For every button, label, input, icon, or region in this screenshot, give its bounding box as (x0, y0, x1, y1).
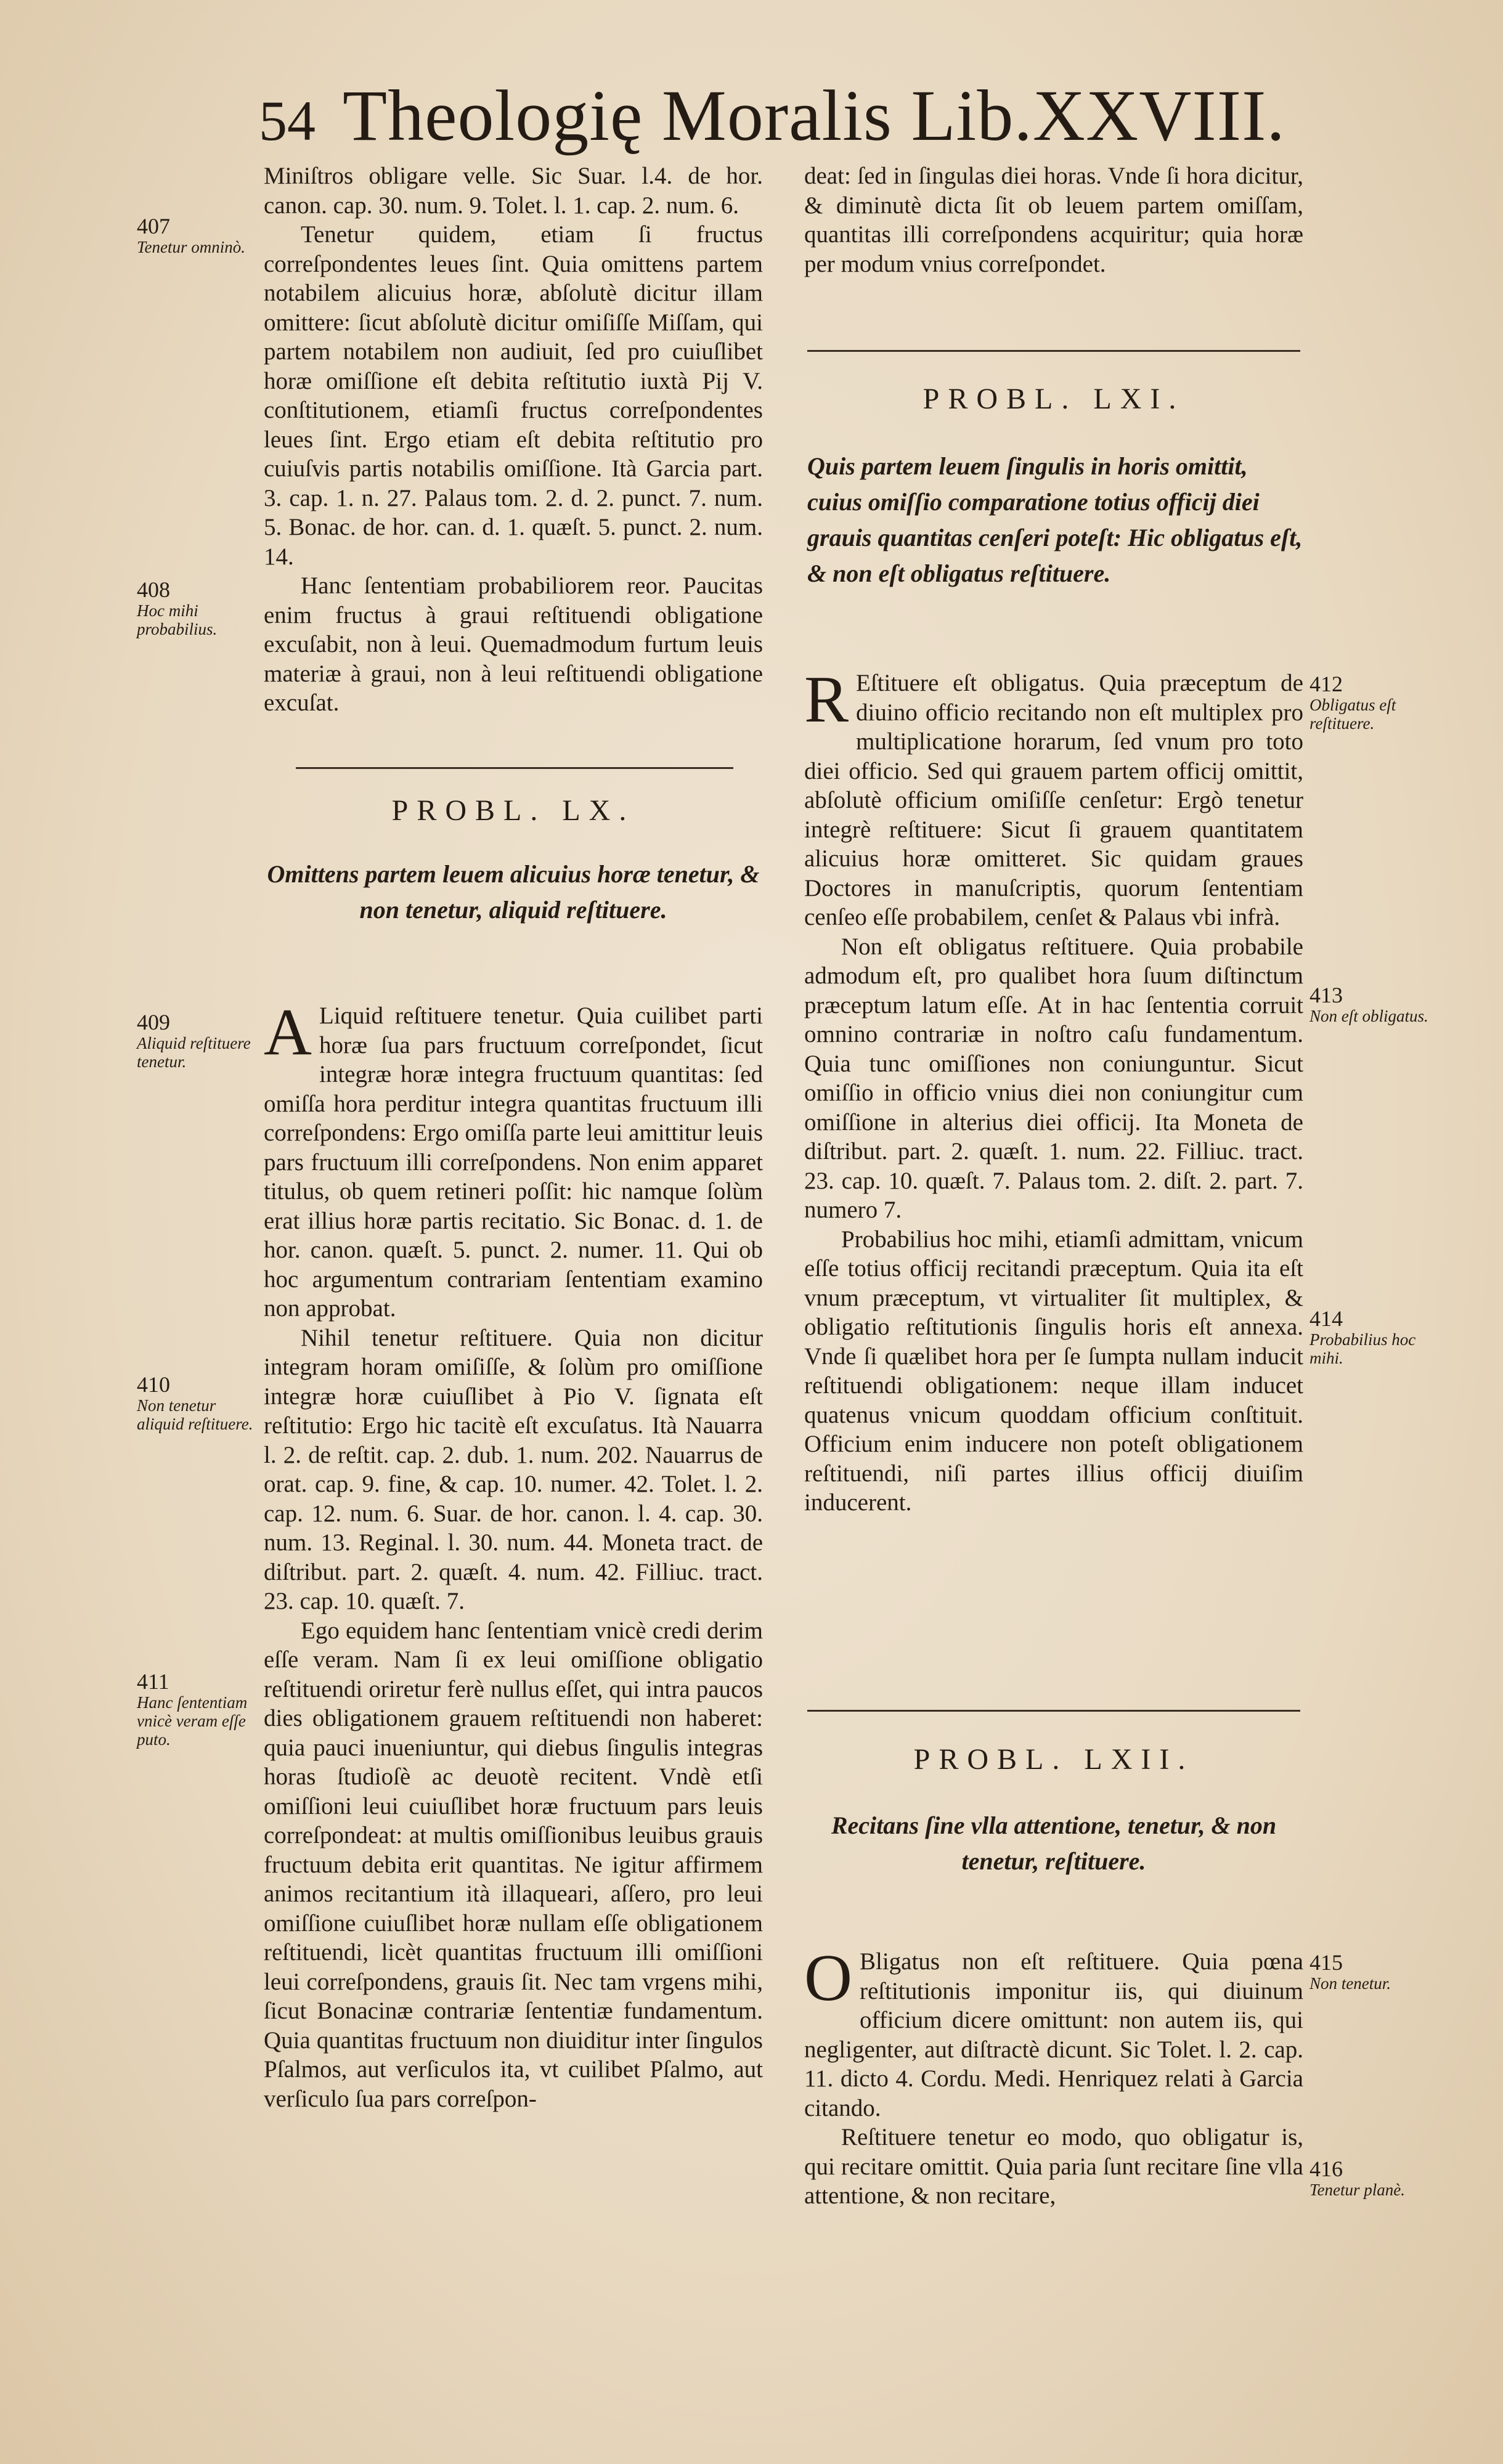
paragraph: Miniſtros obligare velle. Sic Suar. l.4. de hor. canon. cap. 30. num. 9. Tolet. l. 1. cap. 2. num. 6. (264, 163, 763, 219)
problem-question: Omittens partem leuem alicuius horæ tenetur, & non tenetur, aliquid reſtituere. (267, 860, 760, 924)
margin-note-409: 409 Aliquid reſtituere tenetur. (137, 1010, 251, 1071)
problem-heading: PROBL. LXI. (923, 383, 1185, 415)
right-column (804, 161, 1303, 279)
paragraph: Ego equidem hanc ſententiam vnicè credi derim eſſe veram. Nam ſi ex leui omiſſione obligatio reſtituendi oriretur ferè nullus eſſet, qui intra paucos dies obligationem grauem reſtituendi non haberet: quia pauci inueniuntur, qui diebus ſingulis integras horas ſtudioſè ac deuotè recitent. Vndè etſi omiſſioni leui cuiuſlibet horæ fructuum pars leuis correſpondeat: at multis omiſſionibus leuibus grauis fructuum debita erit quantitas. Ne igitur affirmem animos recitantium ità illaqueari, aſſero, pro leui omiſſione cuiuſlibet horæ nullam eſſe obligationem reſtituendi, licèt quantitas fructuum illi omiſſioni leui correſpondens, grauis ſit. Nec tam vrgens mihi, ſicut Bonacinæ contrariæ ſententiæ fundamentum. Quia quantitas fructuum non diuiditur inter ſingulos Pſalmos, aut verſiculos ita, vt cuilibet Pſalmo, aut verſiculo ſua pars correſpon- (264, 1617, 763, 2112)
left-column (264, 161, 763, 718)
page-title: Theologię Moralis Lib.XXVIII. (343, 75, 1285, 156)
margin-note-414: 414 Probabilius hoc mihi. (1310, 1306, 1416, 1367)
margin-note-410: 410 Non tenetur aliquid reſtituere. (137, 1372, 253, 1433)
paragraph: Liquid reſtituere tenetur. Quia cuilibet parti horæ ſua pars fructuum correſpondet, ſicut integræ horæ integra fructuum quantitas: ſed omiſſa hora perditur integra quantitas fructuum illi correſpondens: Ergo omiſſa parte leui amittitur leuis pars fructuum illi correſpondens. Non enim apparet titulus, ob quem retineri poſſit: hic namque ſolùm erat illius horæ partis recitatio. Sic Bonac. d. 1. de hor. canon. quæſt. 5. punct. 2. numer. 11. Qui ob hoc argumentum contrariam ſententiam examino non approbat. (264, 1002, 763, 1322)
paragraph: Bligatus non eſt reſtituere. Quia pœna reſtitutionis imponitur iis, qui diuinum officium dicere omittunt: non autem iis, qui negligenter, aut diſtractè dicunt. Sic Tolet. l. 2. cap. 11. dicto 4. Cordu. Medi. Henriquez relati à Garcia citando. (804, 1948, 1303, 2121)
paragraph: Non eſt obligatus reſtituere. Quia probabile admodum eſt, pro qualibet hora ſuum diſtinctum præceptum latum eſſe. At in hac ſententia corruit omnino contrariæ in noſtro caſu fundamentum. Quia tunc omiſſiones non coniunguntur. Sicut omiſſio in officio vnius diei non coniungitur cum omiſſione in alterius diei officij. Ita Moneta de diſtribut. part. 2. quæſt. 1. num. 22. Filliuc. tract. 23. cap. 10. quæſt. 7. Palaus tom. 2. diſt. 2. part. 7. numero 7. (804, 933, 1303, 1223)
paragraph: Reſtituere tenetur eo modo, quo obligatur is, qui recitare omittit. Quia paria ſunt recitare ſine vlla attentione, & non recitare, (804, 2124, 1303, 2209)
paragraph: Probabilius hoc mihi, etiamſi admittam, vnicum eſſe totius officij recitandi præceptum. Quia ita eſt vnum præceptum, vt virtualiter ſit multiplex, & obligatio reſtitutionis ſingulis horis eſt annexa. Vnde ſi quælibet hora per ſe ſumpta nullam inducit reſtituendi obligationem: neque illam inducet quatenus vnicum quoddam officium conſtituit. Officium enim inducere non poteſt obligationem reſtituendi, niſi partes illius officij diuiſim inducerent. (804, 1226, 1303, 1516)
section-divider (807, 350, 1300, 352)
problem-heading: PROBL. LXII. (913, 1743, 1194, 1776)
right-column-body (804, 663, 1303, 1518)
drop-cap: A (264, 996, 312, 1069)
margin-note-411: 411 Hanc ſententiam vnicè veram eſſe puto. (137, 1669, 248, 1749)
running-header (259, 74, 1306, 166)
problem-question: Quis partem leuem ſingulis in horis omittit, cuius omiſſio comparatione totius officij diei grauis quantitas cenſeri poteſt: Hic obligatus eſt, & non eſt obligatus reſtituere. (807, 452, 1303, 587)
paragraph: Nihil tenetur reſtituere. Quia non dicitur integram horam omiſiſſe, & ſolùm pro omiſſione integræ horæ cuiuſlibet à Pio V. ſignata eſt reſtitutio: Ergo hic tacitè eſt excuſatus. Ità Nauarra l. 2. de reſtit. cap. 2. dub. 1. num. 202. Nauarrus de orat. cap. 9. fine, & cap. 10. numer. 42. Tolet. l. 2. cap. 12. num. 6. Suar. de hor. canon. l. 4. cap. 30. num. 13. Reginal. l. 30. num. 44. Moneta tract. de diſtribut. part. 2. quæſt. 4. num. 42. Filliuc. tract. 23. cap. 10. quæſt. 7. (264, 1324, 763, 1614)
margin-note-413: 413 Non eſt obligatus. (1310, 983, 1428, 1025)
problem-question: Recitans ſine vlla attentione, tenetur, & non tenetur, reſtituere. (831, 1811, 1277, 1875)
section-divider (807, 1710, 1300, 1712)
margin-note-415: 415 Non tenetur. (1310, 1950, 1391, 1993)
paragraph: deat: ſed in ſingulas diei horas. Vnde ſi hora dicitur, & diminutè dicta ſit ob leuem partem omiſſam, quantitas illi correſpondens acquiritur; quia horæ per modum vnius correſpondet. (804, 163, 1303, 277)
paragraph: Hanc ſententiam probabiliorem reor. Paucitas enim fructus à graui reſtituendi obligatione excuſabit, non à leui. Quemadmodum furtum leuis materiæ à graui, non à leui reſtituendi obligatione excuſat. (264, 572, 763, 716)
left-column-body (264, 996, 763, 2113)
drop-cap: O (804, 1942, 852, 2015)
paragraph: Eſtituere eſt obligatus. Quia præceptum de diuino officio recitando non eſt multiplex pro multiplicatione horarum, ſed vnum pro toto diei officio. Sed qui grauem partem officij omittit, abſolutè officium omiſiſſe cenſetur: Ergò tenetur integrè reſtituere: Sicut ſi grauem quantitatem alicuius horæ omitteret. Sic quidam graues Doctores in manuſcriptis, quorum ſententiam cenſeo eſſe probabilem, cenſet & Palaus vbi infrà. (804, 670, 1303, 930)
problem-heading: PROBL. LX. (391, 794, 635, 827)
margin-note-408: 408 Hoc mihi probabilius. (137, 577, 218, 638)
drop-cap: R (804, 663, 849, 736)
margin-note-416: 416 Tenetur planè. (1310, 2157, 1405, 2199)
margin-note-407: 407 Tenetur omninò. (137, 214, 246, 256)
section-divider (296, 767, 733, 769)
page-number: 54 (259, 89, 316, 152)
right-column-body-2 (804, 1942, 1303, 2211)
paragraph: Tenetur quidem, etiam ſi fructus correſpondentes leues ſint. Quia omittens partem notabilem alicuius horæ, abſolutè dicitur illam omittere: ſicut abſolutè dicitur omiſiſſe Miſſam, qui partem notabilem non audiuit, ſed pro cuiuſlibet horæ omiſſione eſt debita reſtitutio iuxtà Pij V. conſtitutionem, etiamſi fructus correſpondentes leues ſint. Ergo etiam eſt debita reſtitutio pro cuiuſvis partis notabilis omiſſione. Ità Garcia part. 3. cap. 1. n. 27. Palaus tom. 2. d. 2. punct. 7. num. 5. Bonac. de hor. can. d. 1. quæſt. 5. punct. 2. num. 14. (264, 221, 763, 570)
margin-note-412: 412 Obligatus eſt reſtituere. (1310, 672, 1396, 733)
